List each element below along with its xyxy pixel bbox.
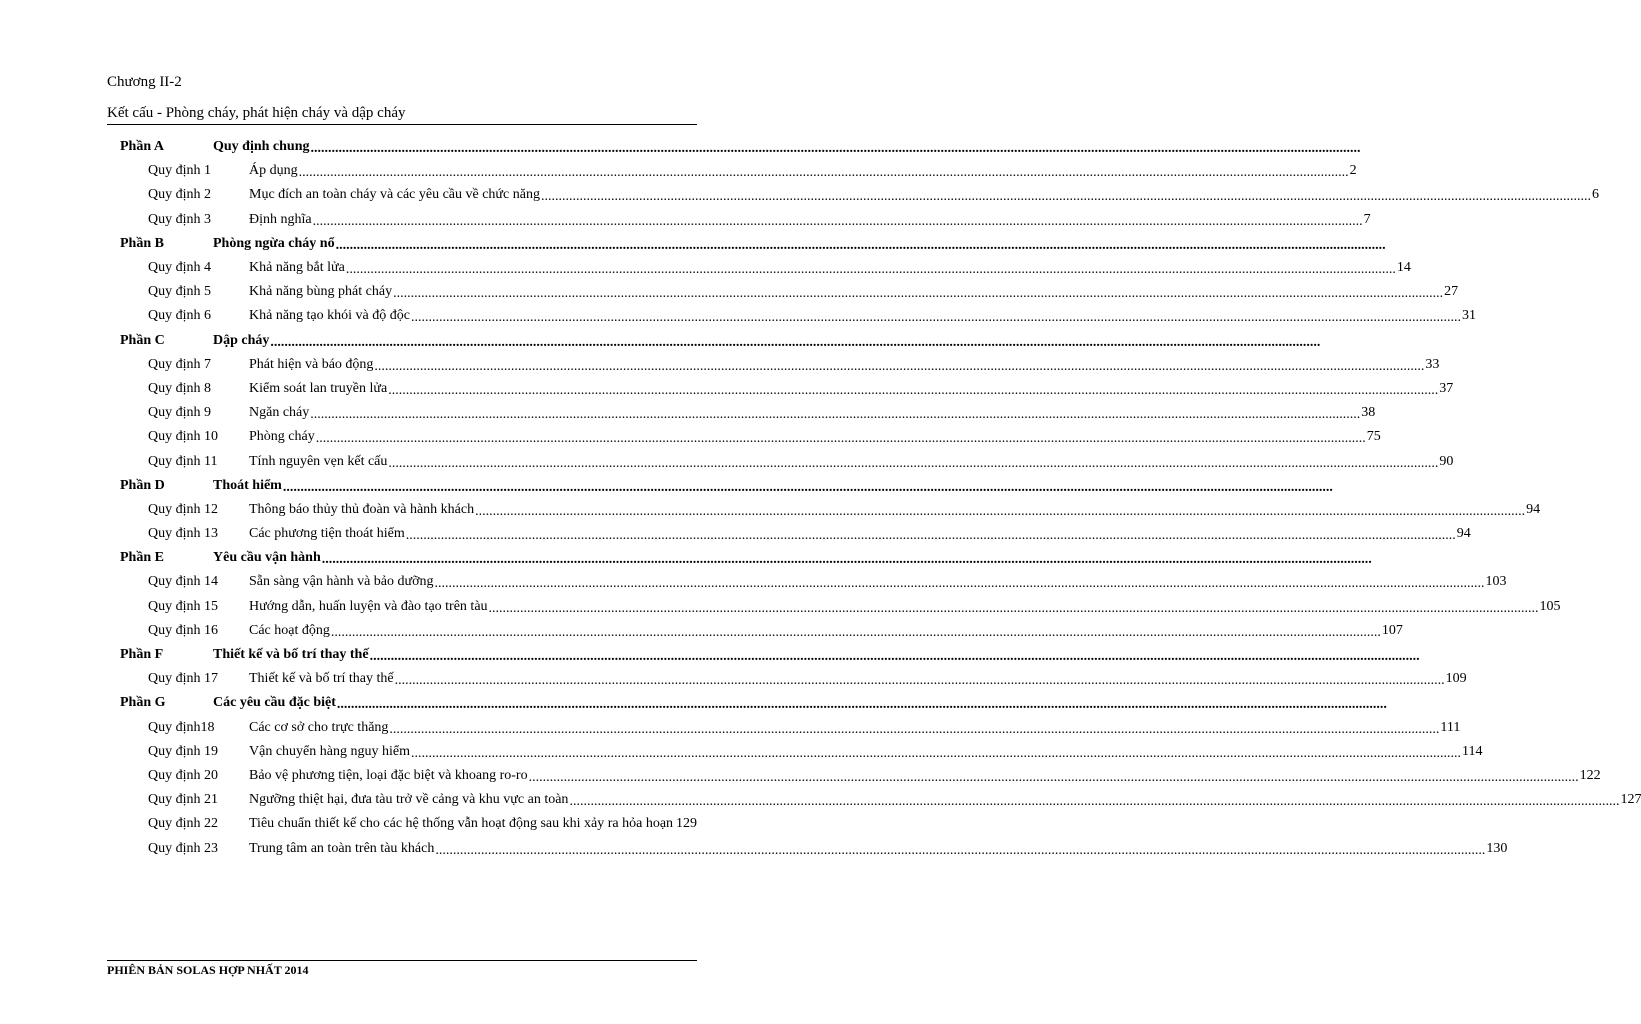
toc-regulation-row[interactable] [120,401,1376,425]
toc-regulation-code: Quy định 1 [148,163,211,179]
toc-regulation-row[interactable] [120,183,1599,207]
dot-leader: ............................................................................................................................................................................................................................................................................................................ [394,673,1445,689]
toc-entry-title: Thiết kế và bố trí thay thế [249,671,394,687]
toc-page-number: 122 [1579,767,1601,783]
toc-page-number: 31 [1461,308,1476,324]
toc-page-number: 130 [1486,840,1508,856]
toc-entry-title: Kiểm soát lan truyền lửa [249,380,388,396]
dot-leader: ............................................................................................................................................................................................................................................................................................................ [388,382,1439,398]
toc-part-code: Phần D [120,477,165,493]
toc-regulation-row[interactable] [120,595,1561,619]
toc-entry-title: Các cơ sở cho trực thăng [249,719,389,735]
toc-page-number: 2 [1349,163,1357,179]
toc-regulation-code: Quy định 3 [148,211,211,227]
dot-leader: ............................................................................................................................................................................................................................................................................................................ [434,576,1485,592]
dot-leader: ............................................................................................................................................................................................................................................................................................................ [335,237,1386,253]
toc-regulation-row[interactable] [120,716,1461,740]
toc-regulation-code: Quy định 23 [148,840,218,856]
chapter-heading: Chương II-2 [107,74,182,90]
toc-entry-title: Phòng ngừa cháy nổ [213,235,335,251]
toc-entry-title: Sẵn sàng vận hành và bảo dưỡng [249,574,434,590]
toc-regulation-code: Quy định 17 [148,671,218,687]
toc-page-number: 129 [676,816,697,832]
toc-part-row[interactable] [120,474,1333,498]
dot-leader: ............................................................................................................................................................................................................................................................................................................ [389,721,1440,737]
toc-part-row[interactable] [120,329,1321,353]
toc-regulation-code: Quy định 6 [148,308,211,324]
toc-regulation-code: Quy định 21 [148,792,218,808]
toc-entry-title: Các phương tiện thoát hiểm [249,526,405,542]
dot-leader: ............................................................................................................................................................................................................................................................................................................ [435,842,1486,858]
toc-entry-title: Phát hiện và báo động [249,356,374,372]
toc-regulation-row[interactable] [120,280,1459,304]
toc-regulation-row[interactable] [120,353,1440,377]
table-of-contents [120,135,1641,861]
toc-regulation-code: Quy định 2 [148,187,211,203]
toc-entry-title: Hướng dẫn, huấn luyện và đào tạo trên tàu [249,598,488,614]
toc-page-number: 37 [1439,380,1454,396]
dot-leader: ............................................................................................................................................................................................................................................................................................................ [540,189,1591,205]
toc-entry-title: Thiết kế và bố trí thay thế [213,647,369,663]
toc-page-number: 109 [1445,671,1467,687]
toc-page-number: 111 [1440,719,1461,735]
toc-page-number: 90 [1439,453,1454,469]
toc-regulation-code: Quy định 12 [148,501,218,517]
toc-regulation-row[interactable] [120,812,697,836]
toc-page-number: 127 [1620,792,1641,808]
toc-regulation-row[interactable] [120,304,1476,328]
dot-leader: ............................................................................................................................................................................................................................................................................................................ [345,262,1396,278]
dot-leader: ............................................................................................................................................................................................................................................................................................................ [312,213,1363,229]
toc-regulation-code: Quy định 22 [148,816,218,832]
dot-leader: ............................................................................................................................................................................................................................................................................................................ [475,503,1526,519]
toc-entry-title: Các yêu cầu đặc biệt [213,695,336,711]
toc-part-row[interactable] [120,546,1372,570]
toc-regulation-code: Quy định 4 [148,260,211,276]
dot-leader: ............................................................................................................................................................................................................................................................................................................ [488,600,1539,616]
toc-regulation-code: Quy định 5 [148,284,211,300]
dot-leader: ............................................................................................................................................................................................................................................................................................................ [569,794,1620,810]
toc-regulation-code: Quy định 13 [148,526,218,542]
toc-page-number: 27 [1444,284,1459,300]
toc-page-number: 94 [1456,526,1471,542]
toc-entry-title: Định nghĩa [249,211,312,227]
toc-entry-title: Ngăn cháy [249,405,310,421]
toc-part-row[interactable] [120,232,1386,256]
toc-regulation-row[interactable] [120,836,1508,860]
toc-entry-title: Vận chuyển hàng nguy hiểm [249,743,410,759]
toc-part-row[interactable] [120,643,1420,667]
toc-page-number: 38 [1361,405,1376,421]
dot-leader: ............................................................................................................................................................................................................................................................................................................ [374,358,1425,374]
dot-leader: ............................................................................................................................................................................................................................................................................................................ [369,649,1420,665]
dot-leader: ............................................................................................................................................................................................................................................................................................................ [315,431,1366,447]
toc-regulation-row[interactable] [120,740,1483,764]
toc-regulation-code: Quy định 20 [148,767,218,783]
toc-entry-title: Ngưỡng thiệt hại, đưa tàu trở về cảng và khu vực an toàn [249,792,569,808]
toc-regulation-code: Quy định 19 [148,743,218,759]
toc-entry-title: Tính nguyên vẹn kết cấu [249,453,388,469]
toc-entry-title: Quy định chung [213,139,310,155]
toc-page-number: 75 [1366,429,1381,445]
toc-entry-title: Trung tâm an toàn trên tàu khách [249,840,435,856]
toc-regulation-row[interactable] [120,619,1403,643]
toc-regulation-code: Quy định 11 [148,453,218,469]
dot-leader: ............................................................................................................................................................................................................................................................................................................ [410,745,1461,761]
toc-entry-title: Bảo vệ phương tiện, loại đặc biệt và khoang ro-ro [249,767,528,783]
dot-leader: ............................................................................................................................................................................................................................................................................................................ [336,697,1387,713]
toc-page-number: 114 [1461,743,1483,759]
document-title: Kết cấu - Phòng cháy, phát hiện cháy và dập cháy [107,103,697,125]
toc-regulation-code: Quy định 7 [148,356,211,372]
dot-leader: ............................................................................................................................................................................................................................................................................................................ [321,552,1372,568]
toc-entry-title: Áp dụng [249,163,298,179]
toc-entry-title: Yêu cầu vận hành [213,550,321,566]
toc-entry-title: Thông báo thủy thủ đoàn và hành khách [249,501,475,517]
dot-leader: ............................................................................................................................................................................................................................................................................................................ [405,528,1456,544]
toc-part-code: Phần C [120,332,165,348]
toc-regulation-code: Quy định 10 [148,429,218,445]
dot-leader: ............................................................................................................................................................................................................................................................................................................ [310,407,1361,423]
toc-regulation-row[interactable] [120,425,1381,449]
toc-part-code: Phần B [120,235,164,251]
toc-regulation-code: Quy định 8 [148,380,211,396]
toc-page-number: 14 [1396,260,1411,276]
toc-entry-title: Tiêu chuẩn thiết kế cho các hệ thống vẫn hoạt động sau khi xảy ra hỏa hoạn [249,816,674,832]
toc-entry-title: Khả năng bùng phát cháy [249,284,393,300]
toc-part-row[interactable] [120,691,1387,715]
toc-regulation-row[interactable] [120,570,1507,594]
toc-regulation-row[interactable] [120,449,1454,473]
dot-leader: ............................................................................................................................................................................................................................................................................................................ [330,624,1381,640]
toc-page-number: 103 [1485,574,1507,590]
toc-part-code: Phần E [120,550,164,566]
toc-entry-title: Phòng cháy [249,429,315,445]
toc-regulation-code: Quy định18 [148,719,215,735]
toc-regulation-code: Quy định 9 [148,405,211,421]
toc-regulation-row[interactable] [120,377,1454,401]
dot-leader: ............................................................................................................................................................................................................................................................................................................ [393,286,1444,302]
toc-entry-title: Dập cháy [213,332,270,348]
toc-part-code: Phần A [120,139,164,155]
toc-part-code: Phần G [120,695,166,711]
toc-entry-title: Khả năng bắt lửa [249,260,345,276]
toc-regulation-row[interactable] [120,159,1357,183]
dot-leader: ............................................................................................................................................................................................................................................................................................................ [298,165,1349,181]
toc-page-number: 7 [1363,211,1371,227]
dot-leader: ............................................................................................................................................................................................................................................................................................................ [528,769,1579,785]
toc-regulation-code: Quy định 16 [148,622,218,638]
toc-entry-title: Thoát hiểm [213,477,282,493]
toc-entry-title: Khả năng tạo khói và độ độc [249,308,410,324]
toc-page-number: 6 [1591,187,1599,203]
toc-page-number: 94 [1526,501,1541,517]
toc-regulation-row[interactable] [120,256,1411,280]
dot-leader [674,818,675,834]
toc-part-code: Phần F [120,647,164,663]
toc-page-number: 107 [1381,622,1403,638]
footer-rule [107,960,697,961]
toc-regulation-code: Quy định 15 [148,598,218,614]
dot-leader: ............................................................................................................................................................................................................................................................................................................ [388,455,1439,471]
toc-regulation-row[interactable] [120,667,1467,691]
toc-regulation-row[interactable] [120,522,1471,546]
dot-leader: ............................................................................................................................................................................................................................................................................................................ [282,479,1333,495]
dot-leader: ............................................................................................................................................................................................................................................................................................................ [310,141,1361,157]
toc-regulation-code: Quy định 14 [148,574,218,590]
footer-text: PHIÊN BẢN SOLAS HỢP NHẤT 2014 [107,963,309,977]
toc-regulation-row[interactable] [120,498,1541,522]
toc-page-number: 33 [1425,356,1440,372]
toc-regulation-row[interactable] [120,764,1601,788]
toc-entry-title: Mục đích an toàn cháy và các yêu cầu về chức năng [249,187,540,203]
toc-regulation-row[interactable] [120,788,1641,812]
toc-part-row[interactable] [120,135,1361,159]
toc-regulation-row[interactable] [120,208,1371,232]
toc-page-number: 105 [1539,598,1561,614]
dot-leader: ............................................................................................................................................................................................................................................................................................................ [270,334,1321,350]
dot-leader: ............................................................................................................................................................................................................................................................................................................ [410,310,1461,326]
toc-entry-title: Các hoạt động [249,622,330,638]
